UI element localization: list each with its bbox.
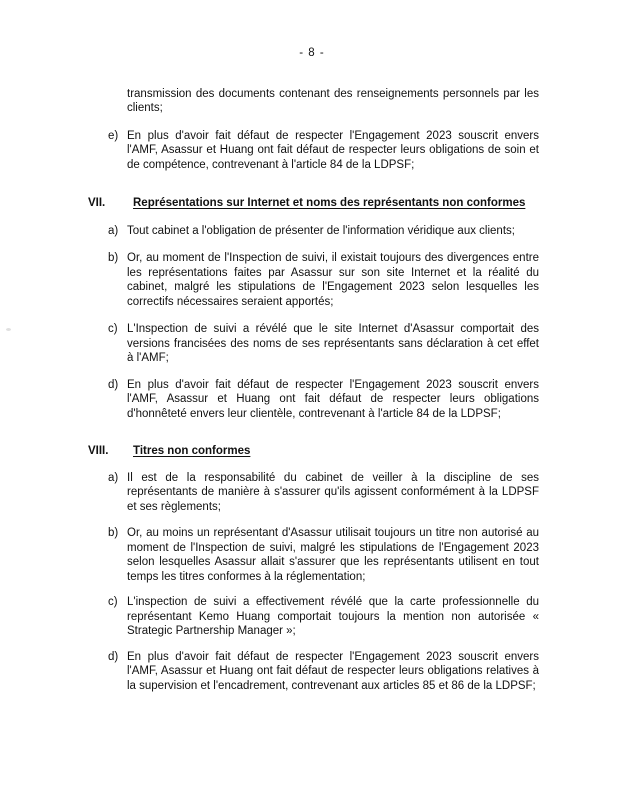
- item-text: L'inspection de suivi a effectivement révélé que la carte professionnelle du représentant Kemo Huang comportait toujours la mention non autorisée « Strategic Partnership Manager »;: [127, 596, 539, 637]
- section-title: Représentations sur Internet et noms des représentants non conformes: [133, 197, 526, 209]
- list-item-viii-b: [108, 526, 539, 584]
- item-label: a): [108, 471, 119, 484]
- item-text: En plus d'avoir fait défaut de respecter l'Engagement 2023 souscrit envers l'AMF, Asassur et Huang ont fait défaut de respecter leurs obligations de soin et de compétence, contrevenant à l'article 84 de la LDPSF;: [127, 129, 539, 171]
- list-item-vii-d: [108, 378, 539, 422]
- item-text: En plus d'avoir fait défaut de respecter l'Engagement 2023 souscrit envers l'AMF, Asassur et Huang ont fait défaut de respecter leurs obligations d'honnêteté envers leur clientèle, contrevenant à l'article 84 de la LDPSF;: [127, 378, 539, 420]
- item-label: c): [108, 596, 118, 608]
- item-label: e): [108, 129, 119, 142]
- scan-artifact: [6, 328, 11, 331]
- item-text: Or, au moins un représentant d'Asassur utilisait toujours un titre non autorisé au moment de l'Inspection de suivi, malgré les stipulations de l'Engagement 2023 selon lesquelles Asassur allait s'assurer que les représentants utilisent en tout temps les titres conformes à la réglementation;: [127, 527, 539, 583]
- item-label: b): [108, 252, 119, 264]
- list-item-viii-a: [108, 471, 539, 515]
- item-label: a): [108, 224, 119, 237]
- list-item-viii-c: [108, 595, 539, 639]
- item-text: En plus d'avoir fait défaut de respecter l'Engagement 2023 souscrit envers l'AMF, Asassur et Huang ont fait défaut de respecter leurs obligations relatives à la supervision et l'encadrement, contrevenant aux articles 85 et 86 de la LDPSF;: [127, 650, 539, 692]
- list-item-viii-d: [108, 650, 539, 694]
- item-text: Tout cabinet a l'obligation de présenter de l'information véridique aux clients;: [127, 224, 515, 237]
- section-heading-vii: [88, 196, 548, 211]
- item-text: Or, au moment de l'Inspection de suivi, il existait toujours des divergences entre les représentations faites par Asassur sur son site Internet et la réalité du cabinet, malgré les stipulations de l'Engagement 2023 selon lesquelles les correctifs nécessaires seraient apportés;: [127, 252, 539, 308]
- section-heading-viii: [88, 444, 548, 459]
- item-text: Il est de la responsabilité du cabinet de veiller à la discipline de ses représentants de manière à s'assurer qu'ils agissent conformément à la LDPSF et ses règlements;: [127, 471, 539, 513]
- list-item-vii-c: [108, 322, 539, 366]
- item-label: d): [108, 650, 119, 663]
- continuation-paragraph: transmission des documents contenant des renseignements personnels par les clients;: [127, 87, 539, 114]
- item-label: d): [108, 378, 119, 391]
- list-item-vii-b: [108, 251, 539, 309]
- page-number: - 8 -: [299, 47, 325, 59]
- section-numeral: VII.: [88, 197, 106, 209]
- item-label: b): [108, 527, 119, 539]
- section-numeral: VIII.: [88, 445, 109, 457]
- section-title: Titres non conformes: [133, 445, 251, 457]
- item-label: c): [108, 323, 118, 335]
- list-item-vii-a: [108, 224, 539, 239]
- list-item-e: [108, 129, 539, 173]
- item-text: L'Inspection de suivi a révélé que le site Internet d'Asassur comportait des versions francisées des noms de ses représentants sans déclaration à cet effet à l'AMF;: [127, 323, 539, 364]
